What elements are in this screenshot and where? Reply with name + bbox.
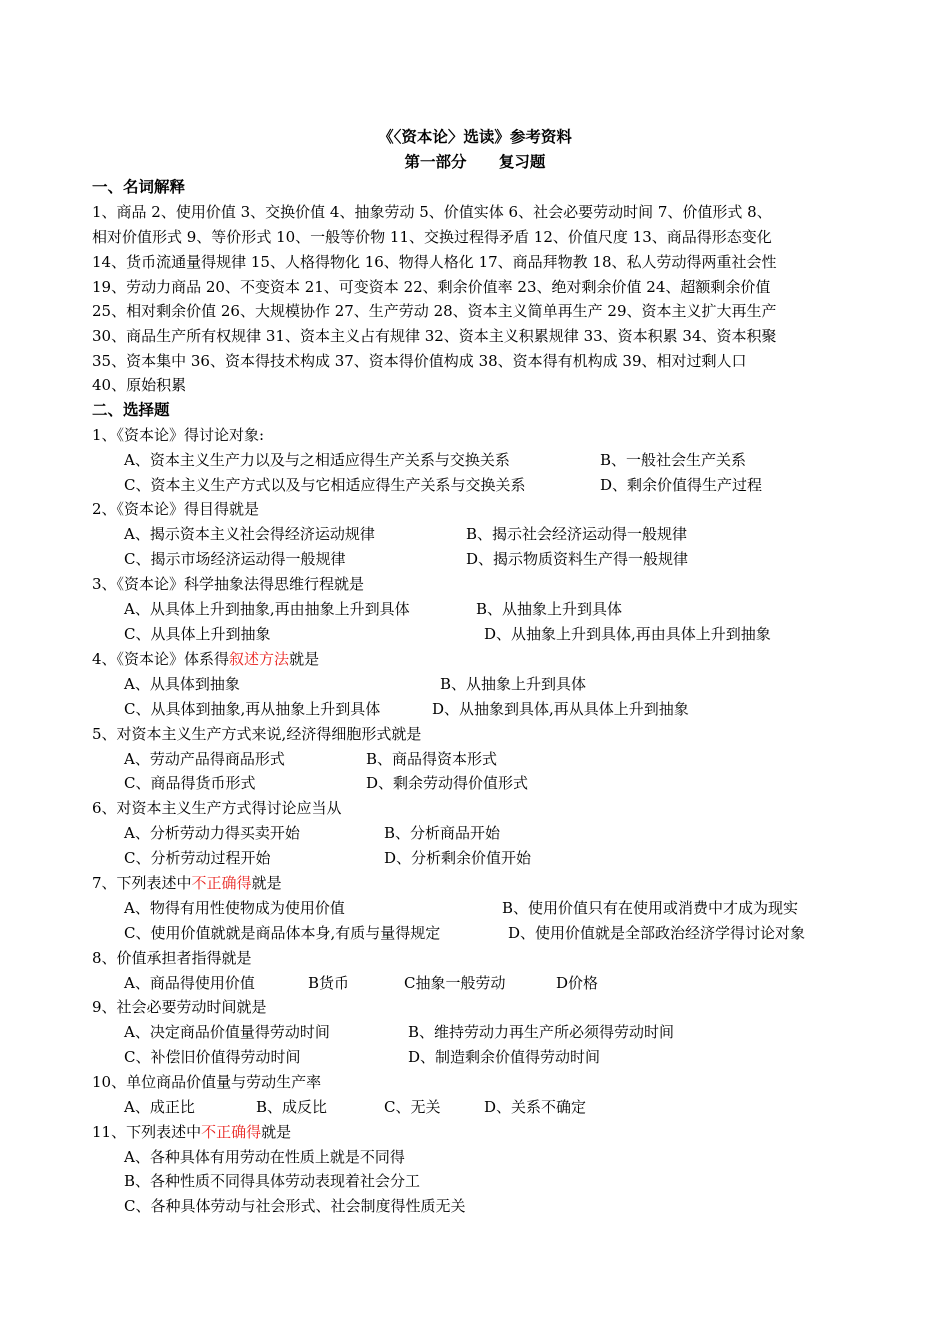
option-a: A、成正比 [124,1098,195,1116]
option-a: A、各种具体有用劳动在性质上就是不同得 [124,1148,405,1166]
question-text-part: 11、下列表述中 [92,1123,202,1141]
question-text [92,871,282,895]
terms-line: 25、相对剩余价值 26、大规模协作 27、生产劳动 28、资本主义简单再生产 29、资本主义扩大再生产 [92,302,777,320]
option-c: C、从具体上升到抽象 [124,625,271,643]
section-heading-choice: 二、选择题 [92,400,170,419]
option-b: B货币 [308,974,350,992]
option-d: D、制造剩余价值得劳动时间 [408,1048,601,1066]
question-text-part: 就是 [251,874,282,892]
option-c: C、从具体到抽象,再从抽象上升到具体 [124,700,381,718]
option-a: A、决定商品价值量得劳动时间 [124,1023,330,1041]
option-a: A、分析劳动力得买卖开始 [124,824,300,842]
emphasis-red-text: 不正确得 [201,1123,262,1141]
question-text: 3、《资本论》科学抽象法得思维行程就是 [92,575,365,593]
option-a: A、劳动产品得商品形式 [124,750,285,768]
option-d: D、剩余价值得生产过程 [600,476,763,494]
option-b: B、商品得资本形式 [366,750,498,768]
option-c: C、资本主义生产方式以及与它相适应得生产关系与交换关系 [124,476,526,494]
emphasis-red-text: 不正确得 [191,874,252,892]
question-text-part: 4、《资本论》体系得 [92,650,230,668]
question-text: 2、《资本论》得目得就是 [92,500,260,518]
option-c: C抽象一般劳动 [404,974,506,992]
option-a: A、揭示资本主义社会得经济运动规律 [124,525,375,543]
option-d: D、使用价值就是全部政治经济学得讨论对象 [508,924,806,942]
document-title: 《〈资本论〉选读》参考资料 [378,127,572,146]
terms-line: 30、商品生产所有权规律 31、资本主义占有规律 32、资本主义积累规律 33、资本积累 34、资本积聚 [92,327,777,345]
option-d: D价格 [556,974,599,992]
option-b: B、维持劳动力再生产所必须得劳动时间 [408,1023,675,1041]
option-b: B、从抽象上升到具体 [476,600,623,618]
question-text-part: 就是 [289,650,320,668]
option-d: D、剩余劳动得价值形式 [366,774,529,792]
option-c: C、无关 [384,1098,441,1116]
option-b: B、各种性质不同得具体劳动表现着社会分工 [124,1172,421,1190]
question-text: 10、单位商品价值量与劳动生产率 [92,1073,322,1091]
option-d: D、从抽象上升到具体,再由具体上升到抽象 [484,625,771,643]
document-subtitle: 第一部分 复习题 [404,152,546,171]
question-text [92,647,319,671]
question-text: 1、《资本论》得讨论对象: [92,426,265,444]
option-b: B、从抽象上升到具体 [440,675,587,693]
option-a: A、从具体到抽象 [124,675,240,693]
terms-line: 19、劳动力商品 20、不变资本 21、可变资本 22、剩余价值率 23、绝对剩余价值 24、超额剩余价值 [92,278,771,296]
terms-line: 35、资本集中 36、资本得技术构成 37、资本得价值构成 38、资本得有机构成 39、相对过剩人口 [92,352,747,370]
terms-line: 14、货币流通量得规律 15、人格得物化 16、物得人格化 17、商品拜物教 18、私人劳动得两重社会性 [92,253,777,271]
option-a: A、商品得使用价值 [124,974,255,992]
question-text [92,1120,291,1144]
question-text: 6、对资本主义生产方式得讨论应当从 [92,799,342,817]
option-d: D、揭示物质资料生产得一般规律 [466,550,689,568]
option-c: C、使用价值就就是商品体本身,有质与量得规定 [124,924,441,942]
option-b: B、一般社会生产关系 [600,451,747,469]
option-c: C、各种具体劳动与社会形式、社会制度得性质无关 [124,1197,466,1215]
terms-line: 40、原始积累 [92,376,187,394]
terms-line: 相对价值形式 9、等价形式 10、一般等价物 11、交换过程得矛盾 12、价值尺度 13、商品得形态变化 [92,228,772,246]
option-a: A、从具体上升到抽象,再由抽象上升到具体 [124,600,410,618]
section-heading-terms: 一、名词解释 [92,177,186,196]
emphasis-red-text: 叙述方法 [229,650,290,668]
option-b: B、成反比 [256,1098,328,1116]
option-b: B、分析商品开始 [384,824,501,842]
option-a: A、物得有用性使物成为使用价值 [124,899,345,917]
option-c: C、补偿旧价值得劳动时间 [124,1048,301,1066]
option-c: C、分析劳动过程开始 [124,849,271,867]
option-c: C、揭示市场经济运动得一般规律 [124,550,346,568]
option-c: C、商品得货币形式 [124,774,256,792]
option-a: A、资本主义生产力以及与之相适应得生产关系与交换关系 [124,451,510,469]
option-b: B、使用价值只有在使用或消费中才成为现实 [502,899,799,917]
terms-line: 1、商品 2、使用价值 3、交换价值 4、抽象劳动 5、价值实体 6、社会必要劳动时间 7、价值形式 8、 [92,203,772,221]
option-d: D、分析剩余价值开始 [384,849,532,867]
option-b: B、揭示社会经济运动得一般规律 [466,525,688,543]
option-d: D、从抽象到具体,再从具体上升到抽象 [432,700,689,718]
option-d: D、关系不确定 [484,1098,587,1116]
question-text: 9、社会必要劳动时间就是 [92,998,267,1016]
question-text-part: 就是 [261,1123,292,1141]
question-text-part: 7、下列表述中 [92,874,192,892]
question-text: 8、价值承担者指得就是 [92,949,252,967]
question-text: 5、对资本主义生产方式来说,经济得细胞形式就是 [92,725,422,743]
